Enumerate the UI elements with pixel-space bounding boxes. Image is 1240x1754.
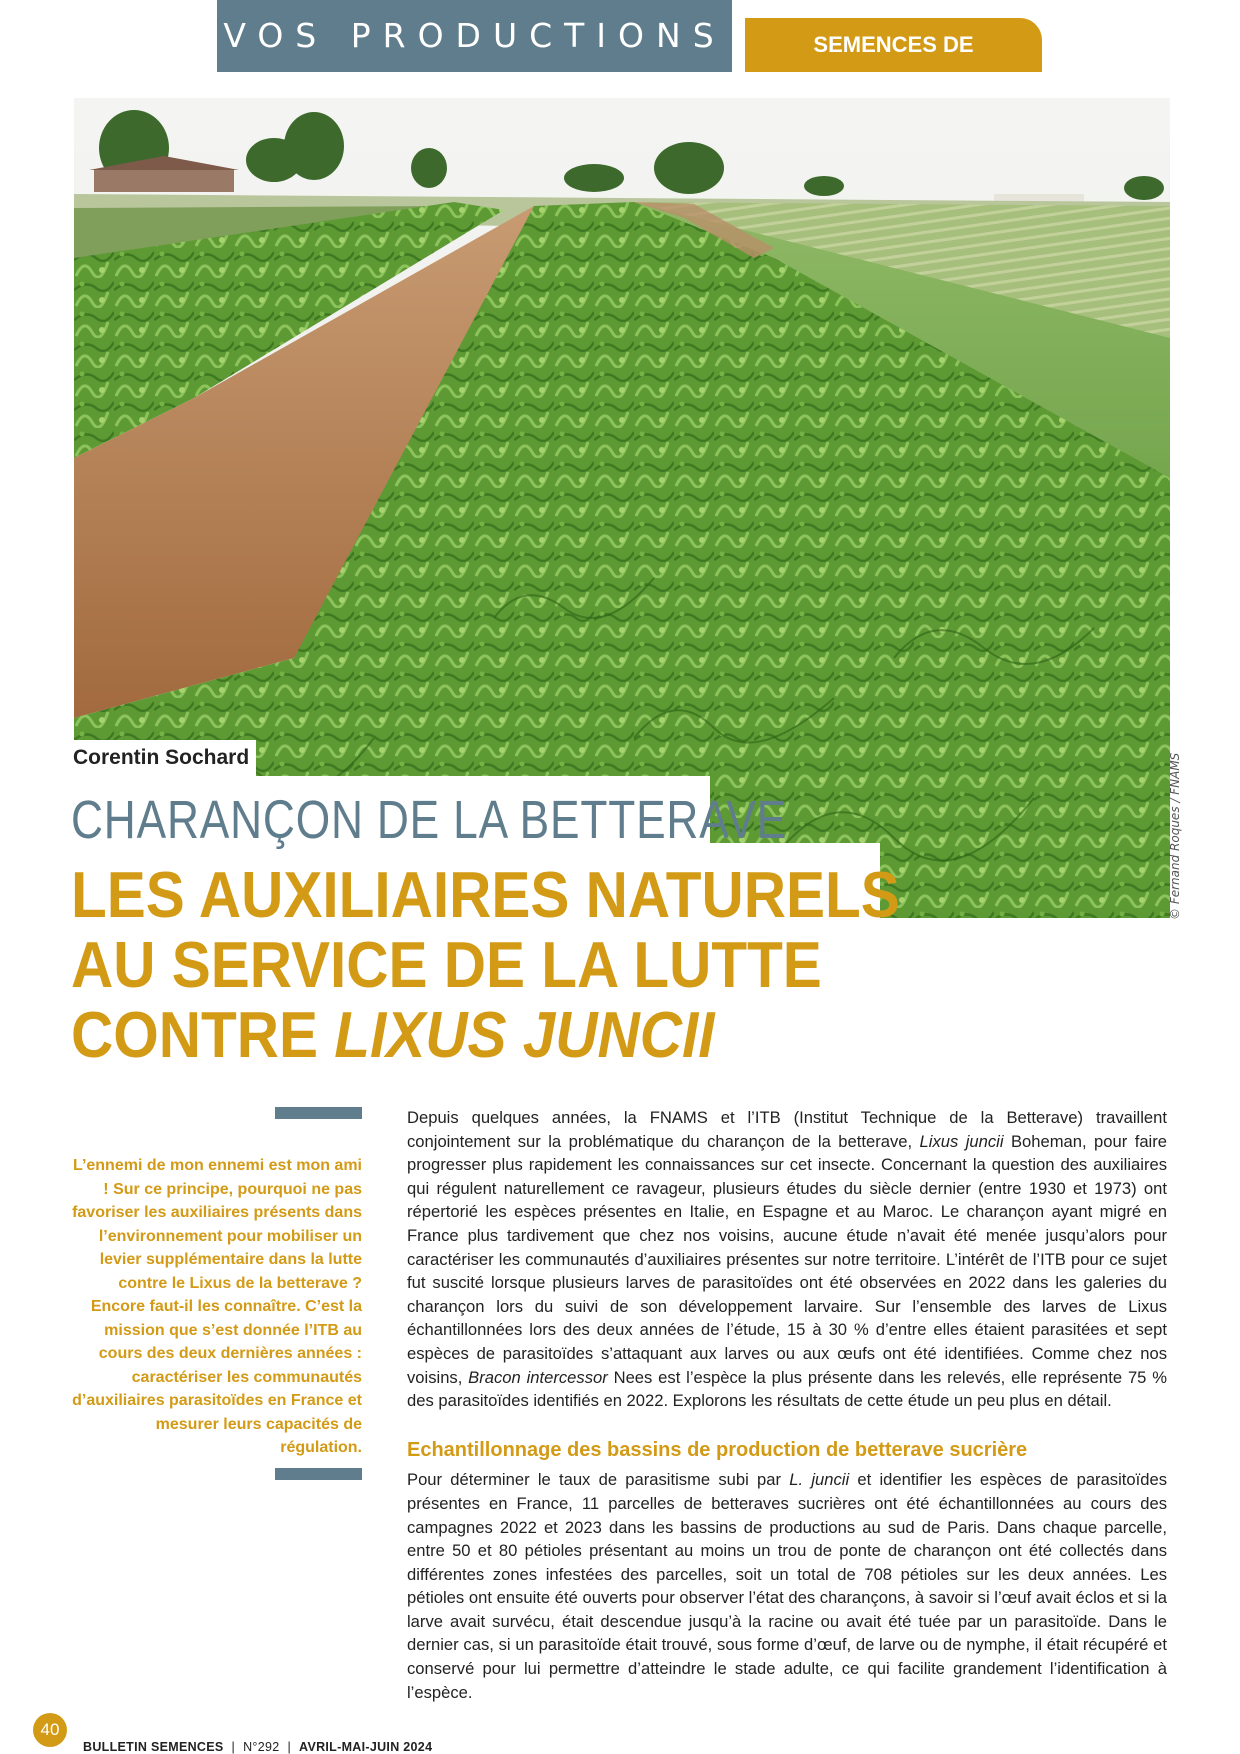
page-number: 40 <box>33 1713 67 1747</box>
photo-credit: © Fernand Roques / FNAMS <box>1168 752 1182 920</box>
species-name: LIXUS JUNCII <box>334 998 715 1071</box>
issue-period: AVRIL-MAI-JUIN 2024 <box>299 1740 433 1754</box>
rubric-tab: SEMENCES DE <box>745 18 1042 72</box>
lead-bar-bottom <box>275 1468 362 1480</box>
publication-name: BULLETIN SEMENCES <box>83 1740 224 1754</box>
title-line-1: LES AUXILIAIRES NATURELS <box>71 858 900 931</box>
paragraph-2: Pour déterminer le taux de parasitisme subi par L. juncii et identifier les espèces de parasitoïdes présentes en France, 11 parcelles de betteraves sucrières ont été échantillonnées au cours des campagnes 2022 et 2023 dans les bassins de productions au sud de Paris. Dans chaque parcelle, entre 50 et 80 pétioles présentant au moins un trou de ponte de charançon ont été collectés dans différentes zones infestées des parcelles, soit un total de 708 pétioles sur les deux années. Les pétioles ont ensuite été ouverts pour observer l’état des charançons, à savoir si l’œuf avait éclos et si la larve avait survécu, était descendue jusqu’à la racine ou avait été tuée par un parasitoïde. Dans le dernier cas, si un parasitoïde était trouvé, sous forme d’œuf, de larve ou de nymphe, il était récupéré et conservé pour lui permettre d’atteindre le stade adulte, ce qui facilite grandement l’identification à l’espèce. <box>407 1470 1167 1702</box>
issue-number: N°292 <box>243 1740 280 1754</box>
article-title <box>71 860 900 1070</box>
title-line-2: AU SERVICE DE LA LUTTE <box>71 928 822 1001</box>
footer: BULLETIN SEMENCES | N°292 | AVRIL-MAI-JUIN 2024 <box>83 1740 433 1754</box>
section-subhead: Echantillonnage des bassins de production de betterave sucrière <box>407 1438 1028 1461</box>
section-header: VOS PRODUCTIONS <box>217 0 732 72</box>
author-name: Corentin Sochard <box>73 746 250 769</box>
title-line-3: CONTRE LIXUS JUNCII <box>71 998 715 1071</box>
lead-paragraph: L’ennemi de mon ennemi est mon ami ! Sur ce principe, pourquoi ne pas favoriser les auxiliaires présents dans l’environnement pour mobiliser un levier supplémentaire dans la lutte contre le Lixus de la betterave ? Encore faut-il les connaître. C’est la mission que s’est donnée l’ITB au cours des deux dernières années : caractériser les communautés d’auxiliaires parasitoïdes en France et mesurer leurs capacités de régulation. <box>72 1157 362 1456</box>
paragraph-1: Depuis quelques années, la FNAMS et l’ITB (Institut Technique de la Betterave) travaillent conjointement sur la problématique du charançon de la betterave, Lixus juncii Boheman, pour faire progresser plus rapidement les connaissances sur cet insecte. Concernant la question des auxiliaires qui régulent naturellement ce ravageur, plusieurs études du siècle dernier (entre 1930 et 1973) ont répertorié les espèces présentes en Italie, en Espagne et au Maroc. Le charançon ayant migré en France plus tardivement que chez nos voisins, aucune étude n’avait été menée jusqu’alors pour caractériser les communautés d’auxiliaires présentes sur notre territoire. L’intérêt de l’ITB pour ce sujet fut suscité lorsque plusieurs larves de parasitoïdes ont été observées en 2022 dans les galeries du charançon lors du suivi de son développement larvaire. Sur l’ensemble des larves de Lixus échantillonnées lors des deux années de l’étude, 15 à 30 % d’entre elles étaient parasitées et sept espèces de parasitoïdes s’attaquant aux larves ou aux œufs ont été identifiées. Comme chez nos voisins, Bracon intercessor Nees est l’espèce la plus présente dans les relevés, elle représente 75 % des parasitoïdes identifiés en 2022. Explorons les résultats de cette étude un peu plus en détail. <box>407 1108 1167 1411</box>
kicker: CHARANÇON DE LA BETTERAVE <box>71 790 788 850</box>
article-body <box>407 1106 1167 1704</box>
lead-bar-top <box>275 1107 362 1119</box>
